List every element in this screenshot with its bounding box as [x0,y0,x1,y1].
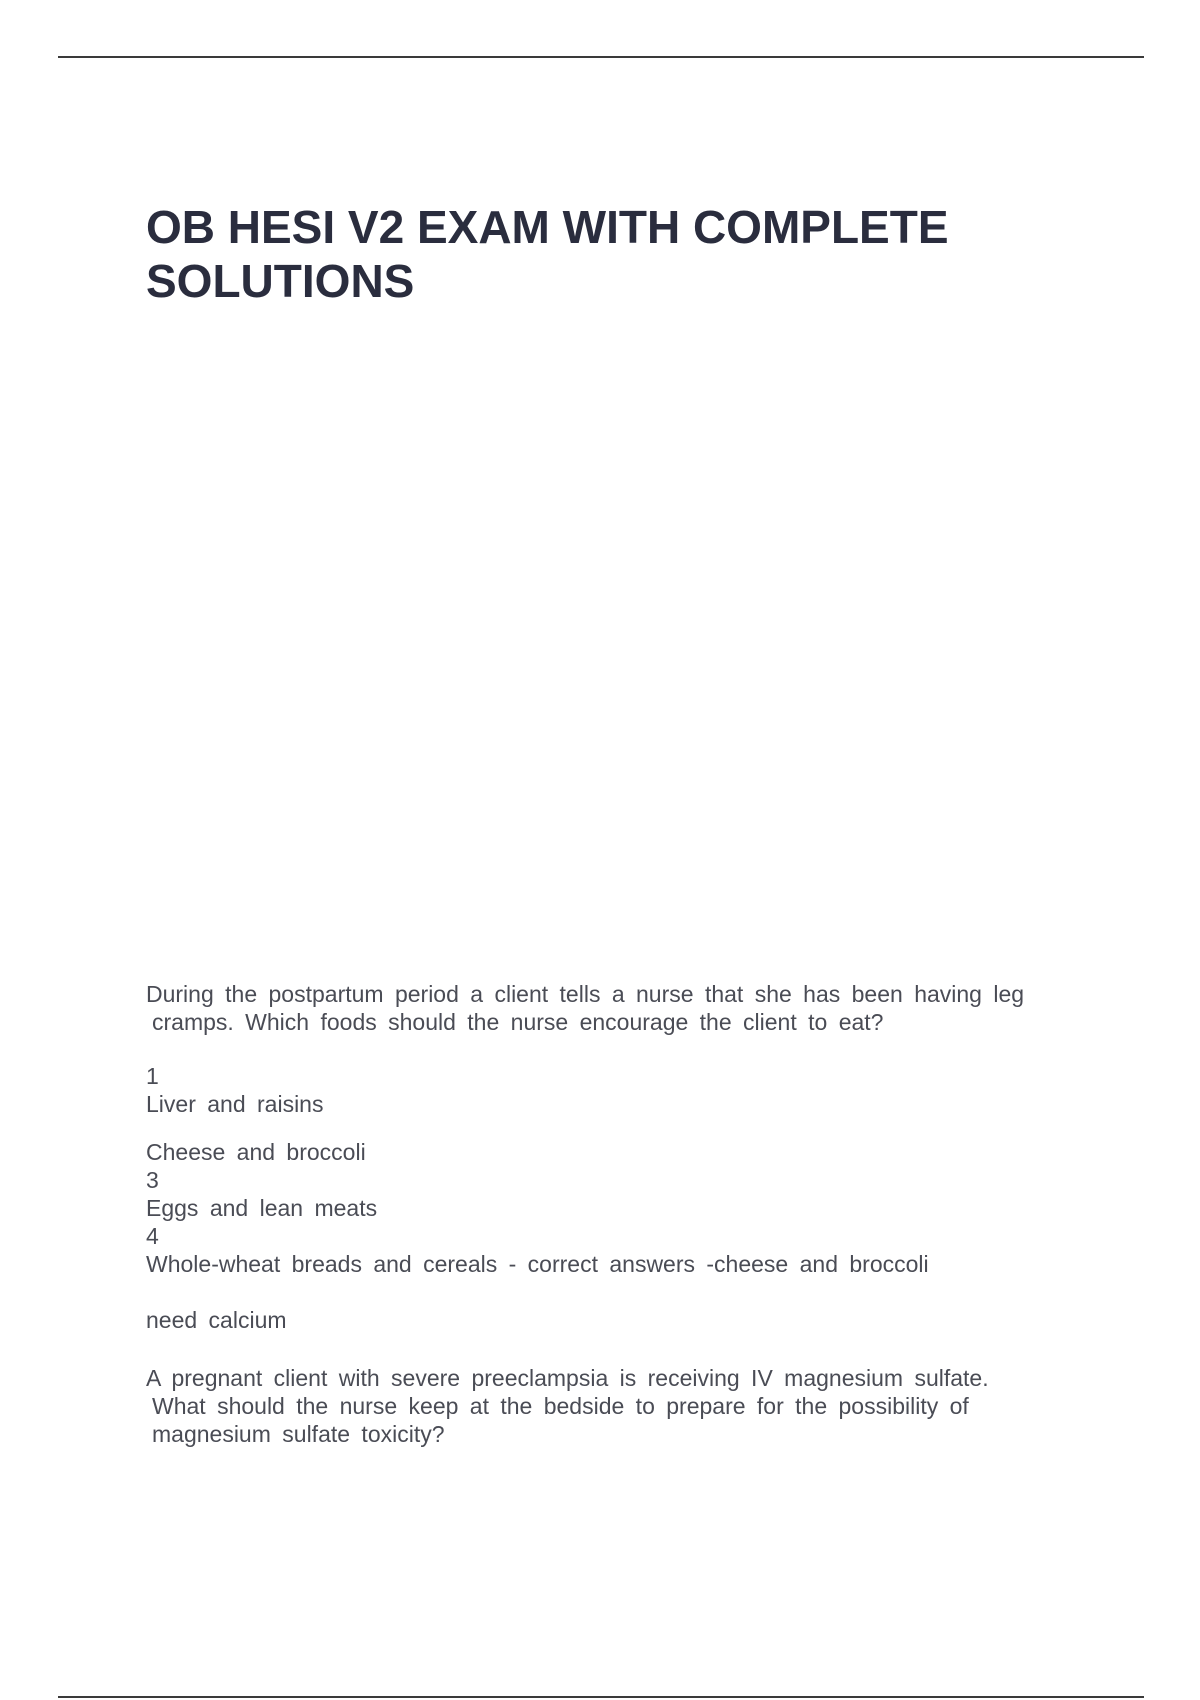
option-3-text: Eggs and lean meats [146,1195,378,1221]
question-2 [146,1364,1076,1448]
top-rule [58,56,1144,58]
title-line-2: SOLUTIONS [146,255,415,307]
rationale-text: need calcium [146,1307,287,1333]
question-2-prompt-line-1: A pregnant client with severe preeclampsia is receiving IV magnesium sulfate. [146,1365,989,1391]
bottom-rule [58,1696,1144,1698]
question-1-prompt-line-1: During the postpartum period a client tells a nurse that she has been having leg [146,981,1025,1007]
option-4-text: Whole-wheat breads and cereals - correct answers -cheese and broccoli [146,1251,929,1277]
document-title [146,200,1126,308]
option-3-number: 3 [146,1167,159,1193]
option-1-number: 1 [146,1063,159,1089]
option-2-text: Cheese and broccoli [146,1139,366,1165]
question-2-prompt-line-2: What should the nurse keep at the bedside to prepare for the possibility of [152,1393,969,1419]
option-1-text: Liver and raisins [146,1091,324,1117]
question-2-prompt-line-3: magnesium sulfate toxicity? [152,1421,445,1447]
document-body [146,980,1076,1448]
question-1 [146,980,1076,1334]
title-line-1: OB HESI V2 EXAM WITH COMPLETE [146,201,949,253]
question-1-prompt-line-2: cramps. Which foods should the nurse encourage the client to eat? [152,1009,884,1035]
option-4-number: 4 [146,1223,159,1249]
